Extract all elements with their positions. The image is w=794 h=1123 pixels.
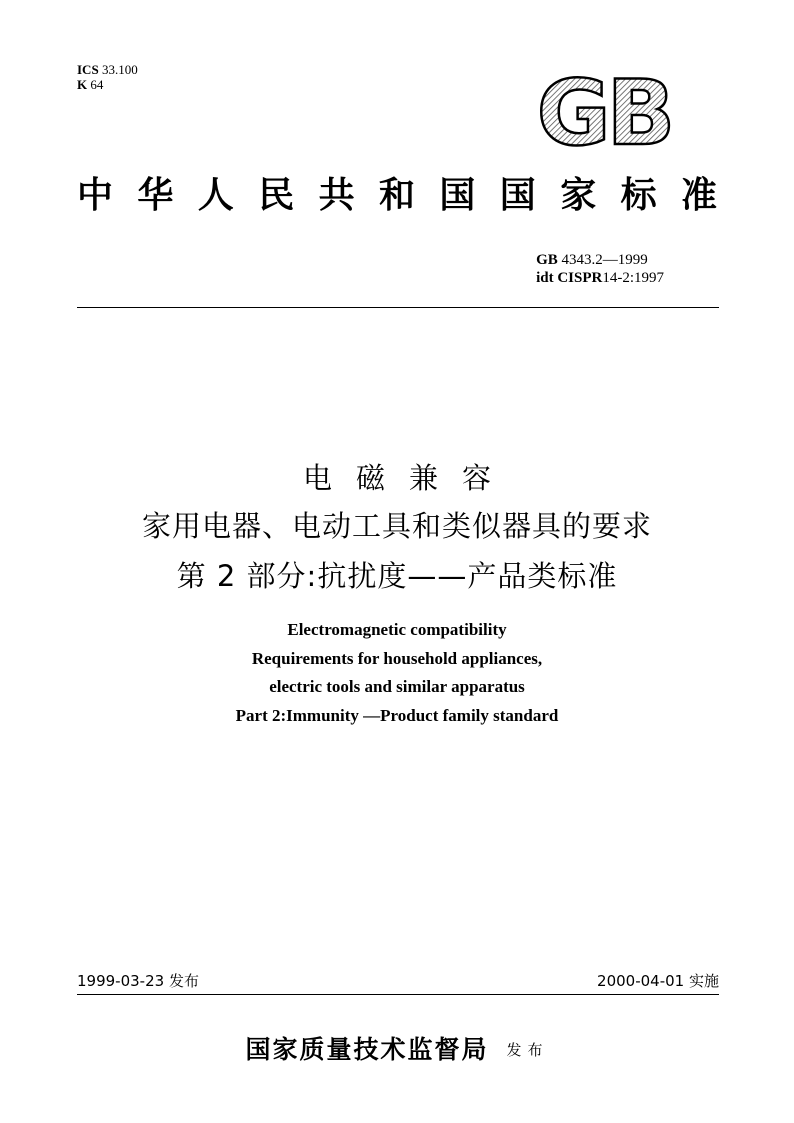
k-value: 64 xyxy=(90,77,104,92)
bottom-divider xyxy=(77,994,719,995)
classification-codes xyxy=(77,62,138,92)
idt-line xyxy=(536,269,664,287)
title-en-line1: Electromagnetic compatibility xyxy=(287,620,507,639)
issuer-action: 发布 xyxy=(506,1041,549,1059)
title-en-line3: electric tools and similar apparatus xyxy=(269,677,525,696)
title-zh-line2: 家用电器、电动工具和类似器具的要求 xyxy=(141,509,652,543)
idt-label: idt CISPR xyxy=(536,270,603,286)
issuer-name: 国家质量技术监督局 xyxy=(245,1035,489,1064)
national-standard-title: 中华人民共和国国家标准 xyxy=(77,174,719,216)
ics-value: 33.100 xyxy=(101,62,138,77)
top-divider xyxy=(77,307,719,308)
issuer xyxy=(0,1030,794,1066)
svg-text:GB: GB xyxy=(536,72,672,148)
gb-logo xyxy=(530,72,676,148)
gb-number: 4343.2—1999 xyxy=(561,252,648,268)
ics-label: ICS xyxy=(77,62,99,77)
gb-number-line xyxy=(536,251,664,269)
gb-label: GB xyxy=(536,252,558,268)
title-en-line4: Part 2:Immunity —Product family standard xyxy=(235,705,559,725)
title-en-line2: Requirements for household appliances, xyxy=(251,648,543,668)
k-line xyxy=(77,77,138,92)
idt-number: 14-2:1997 xyxy=(602,270,664,286)
title-zh-line1: 电磁兼容 xyxy=(302,461,515,495)
title-en xyxy=(0,616,794,730)
implement-date: 2000-04-01 实施 xyxy=(597,972,719,990)
ics-line xyxy=(77,62,138,77)
title-zh-line3: 第 2 部分:抗扰度——产品类标准 xyxy=(176,559,618,593)
k-label: K xyxy=(77,77,88,92)
standard-numbers xyxy=(536,251,664,287)
publish-date: 1999-03-23 发布 xyxy=(77,972,199,990)
